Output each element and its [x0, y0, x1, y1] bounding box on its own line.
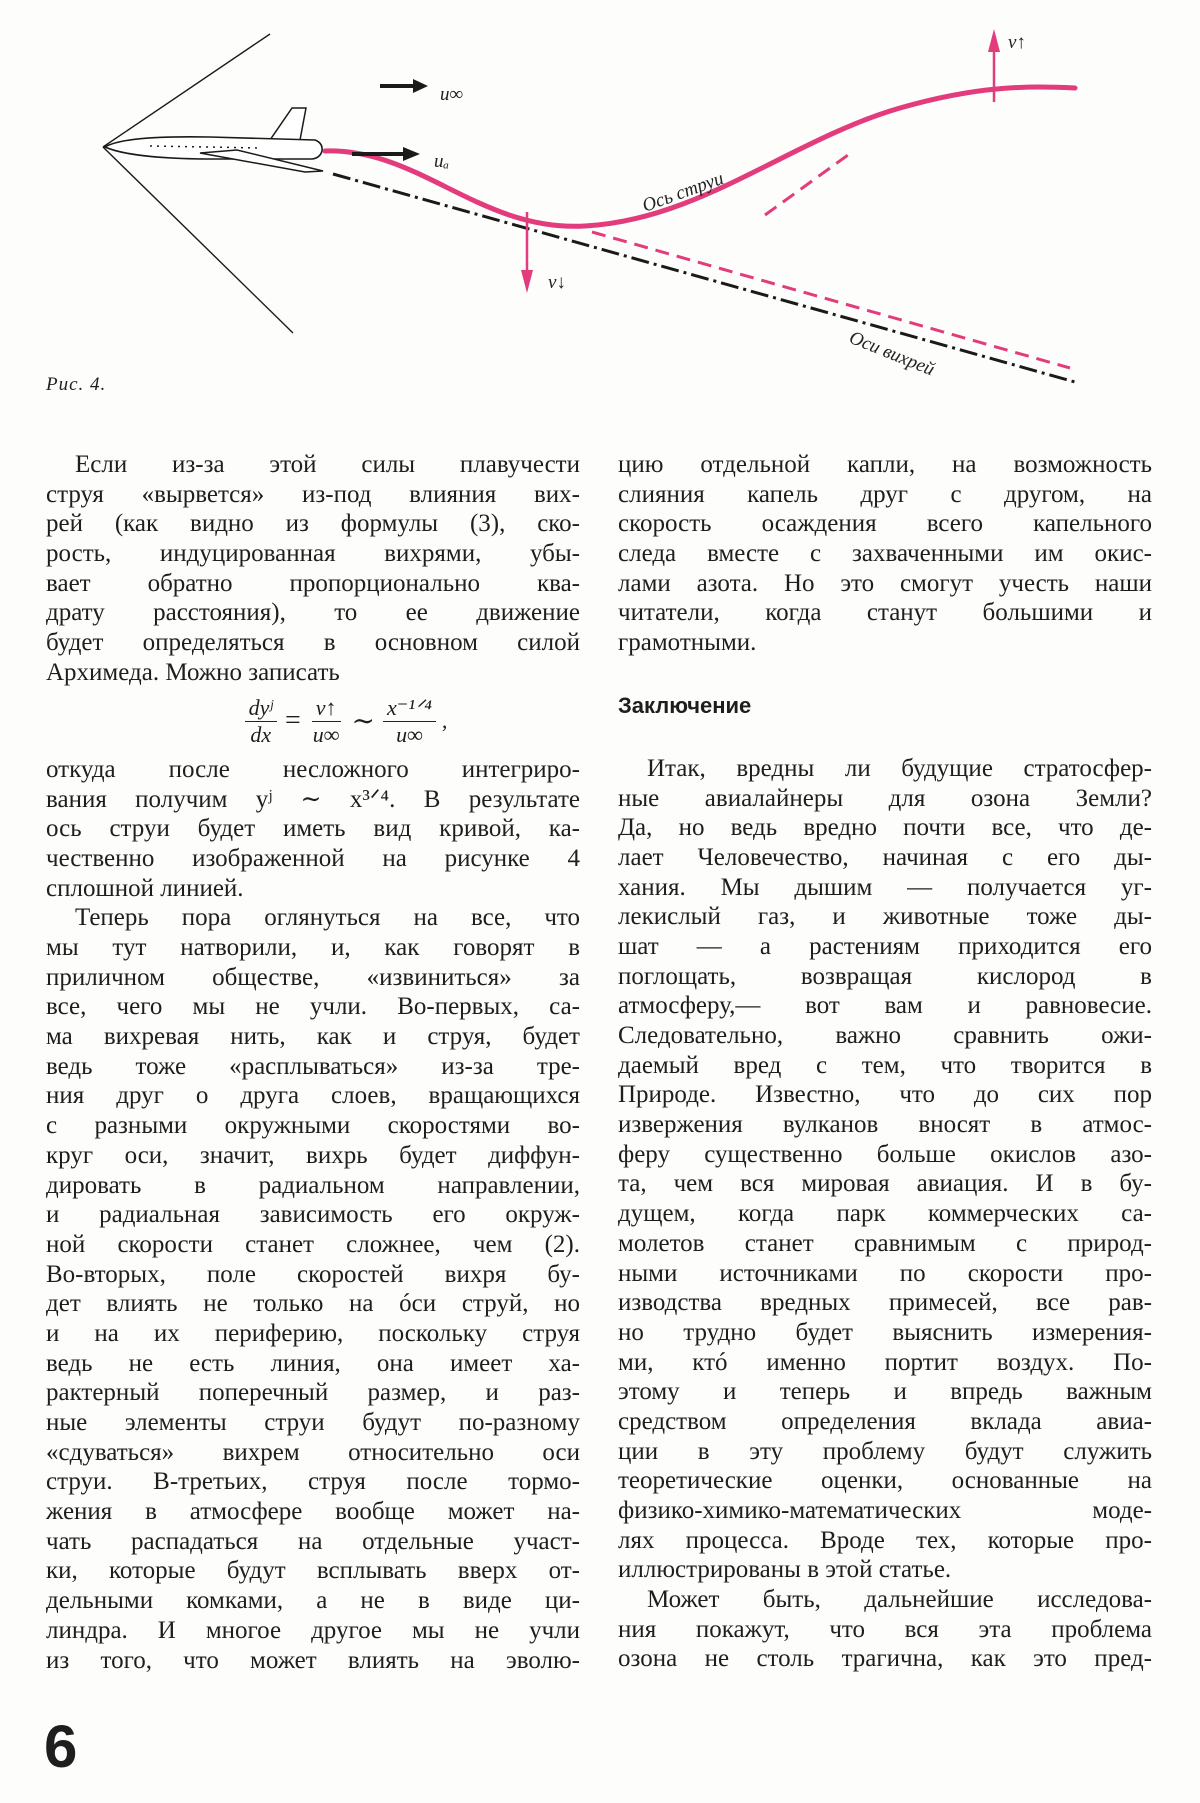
text-line: средством определения вклада авиа-: [618, 1407, 1152, 1435]
text-line: рактерный поперечный размер, и раз-: [46, 1379, 580, 1407]
text-line: слияния капель друг с другом, на: [618, 480, 1152, 508]
text-line: рость, индуцированная вихрями, убы-: [46, 540, 580, 568]
text-line: дущем, когда парк коммерческих са-: [618, 1200, 1152, 1228]
text-line: с разными окружными скоростями во-: [46, 1112, 580, 1140]
page-number: 6: [44, 1713, 78, 1780]
text-line: ные элементы струи будут по-разному: [46, 1409, 580, 1437]
text-line: вания получим yʲ ∼ x³ᐟ⁴. В результате: [46, 785, 580, 813]
tilde-sign: ∼: [351, 706, 375, 738]
text-line: следа вместе с захваченными им окис-: [618, 540, 1152, 568]
denominator: dx: [250, 721, 272, 747]
text-line: скорость осаждения всего капельного: [618, 510, 1152, 538]
text-line: лях процесса. Вроде тех, которые про-: [618, 1526, 1152, 1554]
vortex-jet-dashed-line: [592, 232, 1070, 368]
text-line: сплошной линией.: [46, 874, 244, 902]
numerator: x⁻¹ᐟ⁴: [383, 695, 436, 722]
comma: ,: [441, 708, 448, 734]
text-line: цию отдельной капли, на возможность: [618, 451, 1152, 478]
denominator: u∞: [312, 721, 340, 747]
figure-jet-vortex-diagram: [0, 0, 1200, 420]
text-line: линдра. И многое другое мы не учли: [46, 1616, 580, 1644]
paragraph: [46, 903, 580, 1675]
fraction-x-u: [383, 695, 436, 748]
numerator: v↑: [312, 695, 341, 722]
wake-boundary-lower: [103, 147, 293, 333]
text-line: лекислый газ, и животные тоже ды-: [618, 903, 1152, 931]
paragraph: [618, 1585, 1152, 1674]
text-line: ми, ктó именно портит воздух. По-: [618, 1348, 1152, 1376]
text-line: вает обратно пропорционально ква-: [46, 569, 580, 597]
text-line: ось струи будет иметь вид кривой, ка-: [46, 815, 580, 843]
text-line: шат — а растениям приходится его: [618, 932, 1152, 960]
text-line: ной скорости станет сложнее, чем (2).: [46, 1230, 580, 1258]
text-line: Да, но ведь вредно почти все, что де-: [618, 814, 1152, 842]
text-line: лами азота. Но это смогут учесть наши: [618, 569, 1152, 597]
text-line: грамотными.: [618, 629, 757, 657]
label-v-up: v↑: [1008, 32, 1026, 53]
paragraph: [618, 450, 1152, 658]
text-line: читатели, когда станут большими и: [618, 599, 1152, 627]
label-jet-axis: Ось струи: [639, 167, 727, 217]
paragraph: [46, 755, 580, 903]
text-line: круг оси, значит, вихрь будет диффун-: [46, 1141, 580, 1169]
text-line: приличном обществе, «извиниться» за: [46, 963, 580, 991]
text-line: феру существенно больше окислов азо-: [618, 1140, 1152, 1168]
label-vortex-axes: Оси вихрей: [846, 327, 938, 381]
text-line: молетов станет сравнимым с природ-: [618, 1229, 1152, 1257]
text-line: ные авиалайнеры для озона Земли?: [618, 784, 1152, 812]
text-line: ки, которые будут всплывать вверх от-: [46, 1557, 580, 1585]
denominator: u∞: [396, 721, 423, 747]
text-line: ния друг о друга слоев, вращающихся: [46, 1082, 580, 1110]
text-line: Может быть, дальнейшие исследова-: [647, 1586, 1152, 1614]
text-line: чать распадаться на отдельные участ-: [46, 1527, 580, 1555]
text-line: дет влиять не только на óси струй, но: [46, 1290, 580, 1318]
numerator: dyʲ: [245, 695, 277, 722]
text-line: иллюстрированы в этой статье.: [618, 1556, 952, 1584]
text-line: струи. В-третьих, струя после тормо-: [46, 1468, 580, 1496]
text-line: атмосферу,— вот вам и равновесие.: [618, 992, 1152, 1020]
fraction-v-u: [309, 695, 344, 748]
text-line: дельными комками, а не в виде ци-: [46, 1587, 580, 1615]
text-line: лает Человечество, начиная с его ды-: [618, 843, 1152, 871]
text-line: даемый вред с тем, что творится в: [618, 1051, 1152, 1079]
text-line: жения в атмосфере вообще может на-: [46, 1498, 580, 1526]
text-line: мы тут натворили, и, как говорят в: [46, 934, 580, 962]
jet-tangent-dashed-line: [765, 155, 848, 215]
text-line: но трудно будет выяснить измерения-: [618, 1318, 1152, 1346]
label-v-down: v↓: [548, 272, 566, 293]
text-line: ными источниками по скорости про-: [618, 1259, 1152, 1287]
label-u-a: uₐ: [434, 151, 450, 172]
text-line: дировать в радиальном направлении,: [46, 1171, 580, 1199]
formula: [46, 688, 580, 755]
text-line: этому и теперь и впредь важным: [618, 1378, 1152, 1406]
text-line: чественно изображенной на рисунке 4: [46, 844, 580, 872]
figure-caption: Рис. 4.: [46, 374, 107, 395]
label-u-infinity: u∞: [440, 84, 464, 105]
left-column: [46, 450, 580, 1675]
text-line: Если из-за этой силы плавучести: [75, 451, 580, 478]
section-heading: Заключение: [618, 692, 752, 718]
text-line: ма вихревая нить, как и струя, будет: [46, 1023, 580, 1051]
text-line: драту расстояния), то ее движение: [46, 599, 580, 627]
text-line: ведь не есть линия, она имеет ха-: [46, 1349, 580, 1377]
text-line: ции в эту проблему будут служить: [618, 1437, 1152, 1465]
vortex-axis-line: [333, 174, 1075, 382]
text-line: Следовательно, важно сравнить ожи-: [618, 1022, 1152, 1049]
paragraph: [46, 450, 580, 688]
airplane-icon: [105, 108, 323, 172]
wake-boundary-upper: [103, 34, 270, 147]
text-line: все, чего мы не учли. Во-первых, са-: [46, 993, 580, 1021]
text-line: та, чем вся мировая авиация. И в бу-: [618, 1170, 1152, 1198]
equals-sign: =: [285, 705, 301, 737]
paragraph: [618, 754, 1152, 1585]
text-line: Теперь пора оглянуться на все, что: [75, 904, 580, 932]
text-line: «сдуваться» вихрем относительно оси: [46, 1438, 580, 1466]
text-line: Природе. Известно, что до сих пор: [618, 1081, 1152, 1109]
v-down-arrow-icon: [521, 212, 533, 293]
text-line: рей (как видно из формулы (3), ско-: [46, 510, 580, 538]
right-column: [618, 450, 1152, 1674]
text-line: теоретические оценки, основанные на: [618, 1467, 1152, 1495]
text-line: поглощать, возвращая кислород в: [618, 962, 1152, 990]
text-line: физико-химико-математических моде-: [618, 1497, 1152, 1524]
text-line: извержения вулканов вносят в атмос-: [618, 1111, 1152, 1139]
fraction-dy-dx: [245, 695, 277, 748]
text-line: будет определяться в основном силой: [46, 629, 580, 657]
text-line: Архимеда. Можно записать: [46, 658, 340, 686]
text-line: изводства вредных примесей, все рав-: [618, 1289, 1152, 1317]
text-line: Итак, вредны ли будущие стратосфер-: [647, 754, 1152, 782]
u-infinity-arrow-icon: [380, 79, 428, 93]
text-line: ведь тоже «расплываться» из-за тре-: [46, 1052, 580, 1080]
text-line: Во-вторых, поле скоростей вихря бу-: [46, 1260, 580, 1288]
text-line: и на их периферию, поскольку струя: [46, 1319, 580, 1347]
text-line: струя «вырвется» из-под влияния вих-: [46, 480, 580, 508]
text-line: и радиальная зависимость его окруж-: [46, 1201, 580, 1229]
text-line: озона не столь трагична, как это пред-: [618, 1645, 1152, 1673]
text-line: хания. Мы дышим — получается уг-: [618, 873, 1152, 901]
text-line: откуда после несложного интегриро-: [46, 755, 580, 783]
text-line: из того, что может влиять на эволю-: [46, 1646, 580, 1674]
text-line: ния покажут, что вся эта проблема: [618, 1615, 1152, 1643]
